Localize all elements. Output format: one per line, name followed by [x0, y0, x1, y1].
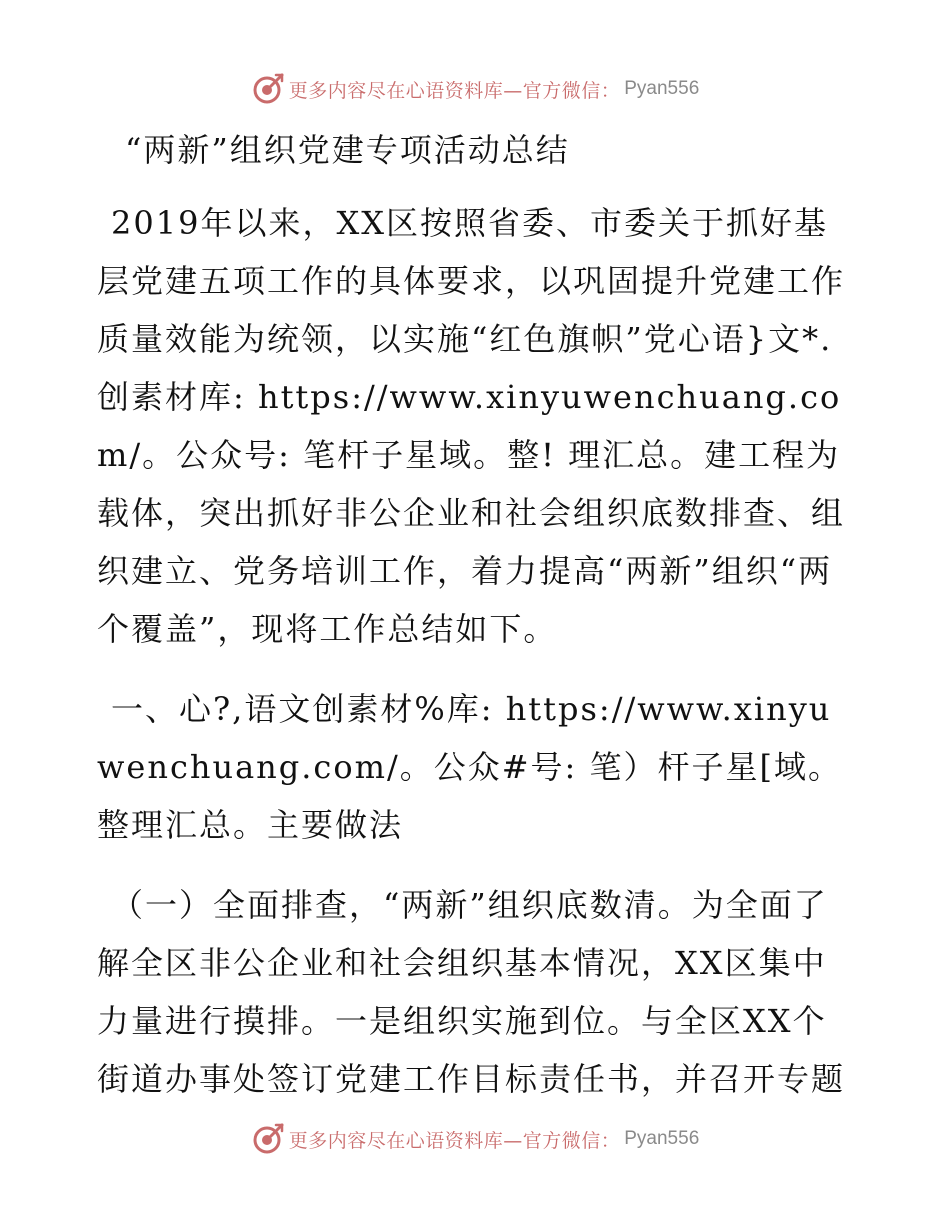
logo-icon — [251, 1122, 285, 1156]
document-body — [97, 120, 852, 1108]
watermark-text: 更多内容尽在心语资料库—官方微信： — [288, 79, 621, 102]
footer-watermark — [0, 1122, 950, 1156]
paragraph-section-1-1: （一）全面排查，“两新”组织底数清。为全面了解全区非公企业和社会组织基本情况，XX区集中力量进行摸排。一是组织实施到位。与全区XX个街道办事处签订党建工作目标责任书，并召开专题 — [97, 886, 846, 1098]
header-watermark — [0, 72, 950, 106]
watermark-wechat-id: Pyan556 — [624, 1128, 700, 1149]
section-heading-1: 一、心?,语文创素材%库: https://www.xinyuwenchuang.com/。公众#号: 笔）杆子星[域。整理汇总。主要做法 — [97, 690, 842, 844]
document-title: “两新”组织党建专项活动总结 — [125, 131, 570, 169]
watermark-text: 更多内容尽在心语资料库—官方微信： — [288, 1129, 621, 1152]
watermark-wechat-id: Pyan556 — [624, 78, 700, 99]
paragraph-intro: 2019年以来，XX区按照省委、市委关于抓好基层党建五项工作的具体要求，以巩固提升党建工作质量效能为统领，以实施“红色旗帜”党心语}文*.创素材库: https://www.xinyuwenchuang.com/。公众号: 笔杆子星域。整! 理汇总。建工程为载体，突出抓好非公企业和社会组织底数排查、组织建立、党务培训工作，着力提高“两新”组织“两个覆盖”，现将工作总结如下。 — [97, 204, 846, 648]
logo-icon — [251, 72, 285, 106]
